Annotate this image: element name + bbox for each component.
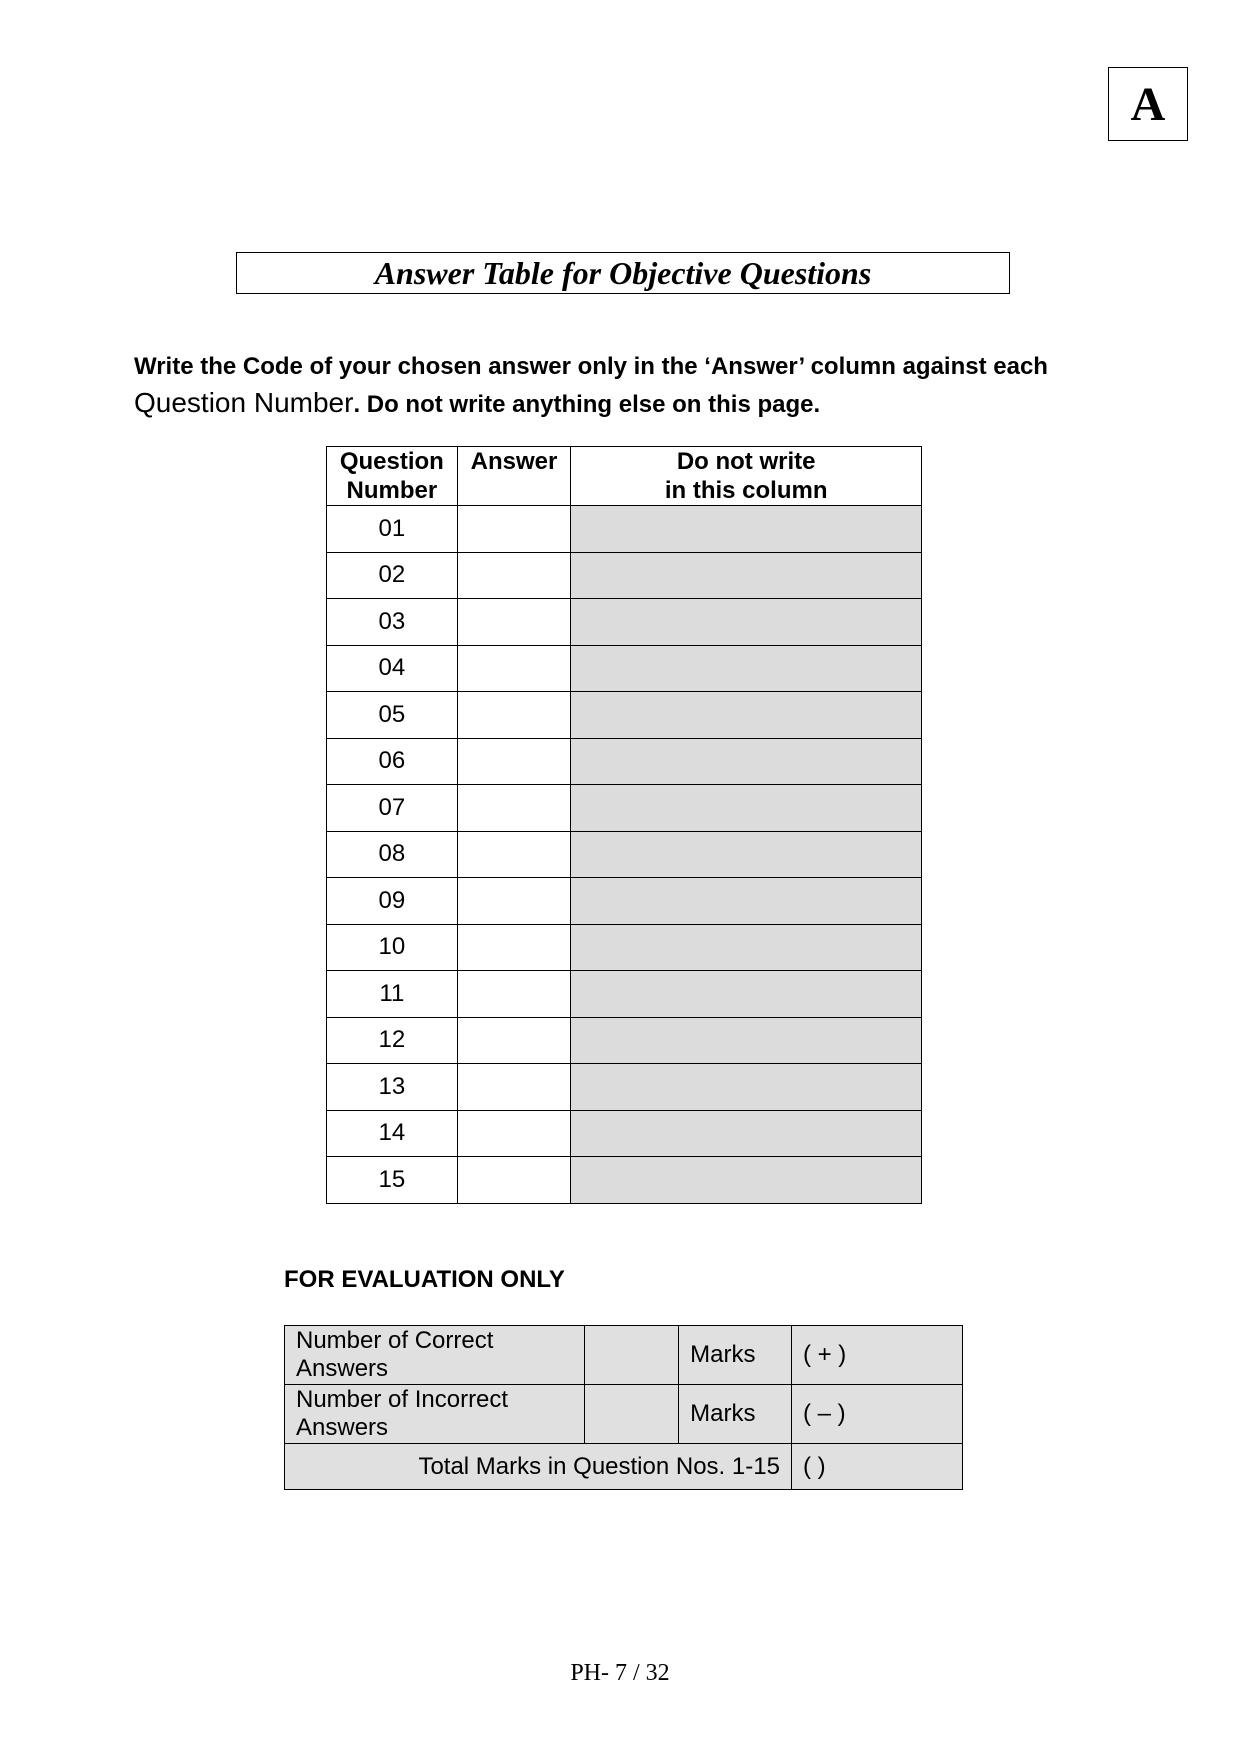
- answer-table-title: [236, 252, 1010, 294]
- answer-table: [326, 446, 922, 1204]
- answer-cell[interactable]: [457, 785, 571, 832]
- do-not-write-cell: [571, 1064, 922, 1111]
- answer-cell[interactable]: [457, 1157, 571, 1204]
- incorrect-answers-count[interactable]: [584, 1385, 678, 1444]
- instructions-part1: Write the Code of your chosen answer only in the ‘Answer’ column against each: [134, 353, 1048, 380]
- set-code-box: [1108, 67, 1188, 141]
- do-not-write-cell: [571, 785, 922, 832]
- set-code: A: [1130, 77, 1166, 131]
- answer-cell[interactable]: [457, 831, 571, 878]
- header-question-number: [327, 447, 458, 506]
- do-not-write-cell: [571, 831, 922, 878]
- question-number-cell: 09: [327, 878, 458, 925]
- total-marks-label: Total Marks in Question Nos. 1-15: [285, 1444, 792, 1490]
- answer-row: [327, 785, 922, 832]
- answer-row: [327, 552, 922, 599]
- answer-cell[interactable]: [457, 645, 571, 692]
- question-number-cell: 13: [327, 1064, 458, 1111]
- instructions-part2: Question Number: [134, 387, 354, 418]
- answer-row: [327, 924, 922, 971]
- header-question-line2: Number: [346, 477, 438, 504]
- header-question-line1: Question: [339, 448, 444, 475]
- marks-plus[interactable]: ( + ): [791, 1326, 962, 1385]
- answer-row: [327, 506, 922, 553]
- answer-cell[interactable]: [457, 738, 571, 785]
- incorrect-answers-label: Number of Incorrect Answers: [285, 1385, 585, 1444]
- answer-table-header: [327, 447, 922, 506]
- do-not-write-cell: [571, 1110, 922, 1157]
- do-not-write-cell: [571, 924, 922, 971]
- question-number-cell: 05: [327, 692, 458, 739]
- header-do-not-write: [571, 447, 922, 506]
- answer-row: [327, 878, 922, 925]
- instructions-part3: . Do not write anything else on this page.: [353, 391, 821, 418]
- question-number-cell: 03: [327, 599, 458, 646]
- answer-row: [327, 971, 922, 1018]
- answer-row: [327, 831, 922, 878]
- question-number-cell: 02: [327, 552, 458, 599]
- do-not-write-cell: [571, 552, 922, 599]
- do-not-write-cell: [571, 878, 922, 925]
- answer-cell[interactable]: [457, 692, 571, 739]
- correct-answers-count[interactable]: [584, 1326, 678, 1385]
- answer-row: [327, 599, 922, 646]
- header-nowrite-line1: Do not write: [676, 448, 816, 475]
- answer-row: [327, 1017, 922, 1064]
- question-number-cell: 12: [327, 1017, 458, 1064]
- answer-cell[interactable]: [457, 506, 571, 553]
- do-not-write-cell: [571, 1017, 922, 1064]
- eval-row-incorrect: [285, 1385, 963, 1444]
- header-nowrite-line2: in this column: [664, 477, 828, 504]
- do-not-write-cell: [571, 1157, 922, 1204]
- title-text: Answer Table for Objective Questions: [374, 254, 872, 291]
- answer-cell[interactable]: [457, 971, 571, 1018]
- answer-cell[interactable]: [457, 1064, 571, 1111]
- evaluation-heading: FOR EVALUATION ONLY: [284, 1266, 565, 1293]
- answer-cell[interactable]: [457, 599, 571, 646]
- correct-answers-label: Number of Correct Answers: [285, 1326, 585, 1385]
- question-number-cell: 04: [327, 645, 458, 692]
- question-number-cell: 10: [327, 924, 458, 971]
- do-not-write-cell: [571, 599, 922, 646]
- evaluation-table: [284, 1325, 963, 1490]
- answer-row: [327, 1157, 922, 1204]
- question-number-cell: 08: [327, 831, 458, 878]
- header-answer-label: Answer: [470, 448, 558, 475]
- do-not-write-cell: [571, 692, 922, 739]
- answer-row: [327, 692, 922, 739]
- do-not-write-cell: [571, 738, 922, 785]
- answer-cell[interactable]: [457, 878, 571, 925]
- answer-cell[interactable]: [457, 1110, 571, 1157]
- do-not-write-cell: [571, 645, 922, 692]
- question-number-cell: 11: [327, 971, 458, 1018]
- answer-row: [327, 645, 922, 692]
- question-number-cell: 14: [327, 1110, 458, 1157]
- marks-label-correct: Marks: [679, 1326, 792, 1385]
- question-number-cell: 01: [327, 506, 458, 553]
- eval-row-correct: [285, 1326, 963, 1385]
- answer-row: [327, 738, 922, 785]
- do-not-write-cell: [571, 506, 922, 553]
- instructions: [134, 350, 1134, 424]
- answer-cell[interactable]: [457, 552, 571, 599]
- question-number-cell: 06: [327, 738, 458, 785]
- answer-row: [327, 1064, 922, 1111]
- do-not-write-cell: [571, 971, 922, 1018]
- eval-row-total: [285, 1444, 963, 1490]
- answer-rows: [327, 506, 922, 1204]
- header-answer: [457, 447, 571, 506]
- question-number-cell: 15: [327, 1157, 458, 1204]
- page-footer: PH- 7 / 32: [570, 1660, 670, 1686]
- marks-label-incorrect: Marks: [679, 1385, 792, 1444]
- answer-row: [327, 1110, 922, 1157]
- answer-cell[interactable]: [457, 924, 571, 971]
- answer-cell[interactable]: [457, 1017, 571, 1064]
- question-number-cell: 07: [327, 785, 458, 832]
- marks-minus[interactable]: ( – ): [791, 1385, 962, 1444]
- total-marks-value[interactable]: ( ): [791, 1444, 962, 1490]
